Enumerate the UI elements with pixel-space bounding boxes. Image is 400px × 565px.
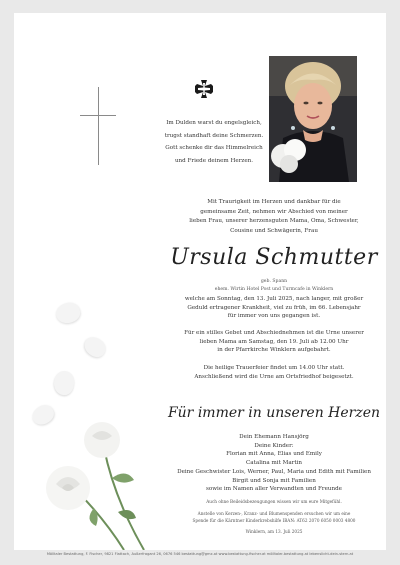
intro-line: Cousine und Schwägerin, Frau bbox=[230, 227, 318, 234]
prayer-line: in der Pfarrkirche Winklern aufgebahrt. bbox=[217, 347, 331, 354]
birth-name: geb. Spann bbox=[260, 279, 288, 284]
poem-line: und Friede deinem Herzen. bbox=[174, 157, 254, 164]
mourner-line: Birgit und Sonja mit Familien bbox=[232, 477, 316, 484]
undertaker-footer: Mölltaler Bestattung, F. Fischer, 9821 Flattach, Außerfragant 26, 0676 546 bestattung@gmx.at www.bestattung-fischer.at mölltaler-bestattung.at lebenslicht-dein-stern.at bbox=[46, 552, 354, 556]
mourner-line: Deine Geschwister Lois, Werner, Paul, Maria und Edith mit Familien bbox=[177, 468, 371, 475]
death-notice bbox=[154, 295, 386, 321]
rose-petal bbox=[53, 299, 82, 326]
rose-petal bbox=[52, 369, 76, 396]
mourners-list bbox=[154, 433, 386, 494]
place-date: Winklern, am 13. Juli 2025 bbox=[245, 529, 303, 534]
birth-name-info bbox=[154, 278, 386, 294]
intro-line: gemeinsame Zeit, nehmen wir Abschied von meiner bbox=[200, 208, 348, 215]
cross-vertical-line bbox=[98, 87, 99, 165]
prayer-notice bbox=[154, 329, 386, 355]
iron-cross-icon bbox=[194, 79, 214, 99]
intro-line: Mit Traurigkeit im Herzen und dankbar für die bbox=[207, 199, 341, 205]
white-roses-illustration bbox=[34, 408, 154, 550]
parte-page bbox=[14, 13, 386, 550]
funeral-notice bbox=[154, 364, 386, 381]
rose-petal bbox=[81, 334, 109, 361]
deceased-name: Ursula Schmutter bbox=[170, 245, 378, 270]
poem-line: Im Dulden warst du engelsgleich, bbox=[166, 120, 262, 126]
funeral-line: Die heilige Trauerfeier findet um 14.00 Uhr statt. bbox=[203, 365, 345, 371]
mourner-line: sowie im Namen aller Verwandten und Freunde bbox=[206, 486, 342, 493]
prayer-line: Für ein stilles Gebet und Abschiednehmen ist die Urne unserer bbox=[184, 330, 364, 336]
intro-text bbox=[154, 198, 386, 236]
death-notice-line: welche am Sonntag, den 13. Juli 2025, nach langer, mit großer bbox=[184, 296, 364, 302]
funeral-line: Anschließend wird die Urne am Ortsfriedhof beigesetzt. bbox=[194, 373, 354, 380]
portrait-photo bbox=[269, 56, 357, 182]
donation-line: Spende für die Kärntner Kinderkrebshilfe IBAN: AT62 2070 6050 0003 4800 bbox=[192, 518, 356, 523]
condolence-note: Auch ohne Beileidsbezeugungen wissen wir um eure Mitgefühl. bbox=[206, 499, 342, 504]
cross-horizontal-line bbox=[80, 115, 116, 116]
mourner-line: Florian mit Anna, Elias und Emily bbox=[226, 451, 322, 458]
donation-line: Anstelle von Kerzen-, Kranz- und Blumenspenden ersuchen wir um eine bbox=[197, 511, 351, 516]
poem-line: trugst standhaft deine Schmerzen. bbox=[164, 132, 264, 139]
memorial-heading: Für immer in unseren Herzen bbox=[167, 405, 381, 421]
mourner-line: Catalina mit Martin bbox=[246, 460, 302, 467]
occupation: ehem. Wirtin Hotel Post und Turmcafe in Winklern bbox=[214, 287, 334, 292]
prayer-line: lieben Mama am Samstag, den 19. Juli ab 12.00 Uhr bbox=[199, 338, 349, 345]
poem-line: Gott schenke dir das Himmelreich bbox=[165, 145, 263, 151]
poem bbox=[149, 117, 279, 167]
mourner-line: Deine Kinder: bbox=[254, 442, 294, 449]
donation-note bbox=[154, 510, 386, 524]
intro-line: lieben Frau, unserer herzensguten Mama, Oma, Schwester, bbox=[189, 218, 359, 225]
death-notice-line: Geduld ertragener Krankheit, viel zu früh, im 66. Lebensjahr bbox=[187, 304, 361, 311]
mourner-line: Dein Ehemann Hansjörg bbox=[239, 434, 309, 440]
death-notice-line: für immer von uns gegangen ist. bbox=[227, 313, 321, 320]
